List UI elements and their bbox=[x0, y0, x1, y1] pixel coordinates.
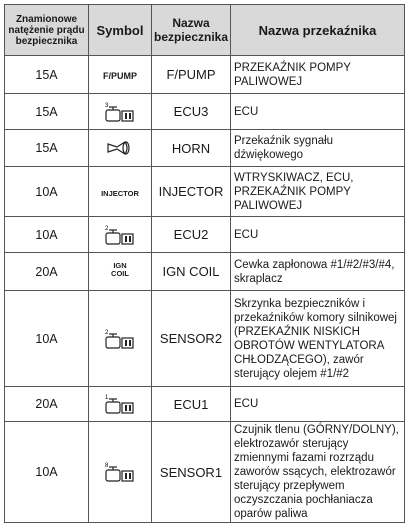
fuse-name-cell: ECU2 bbox=[152, 217, 231, 253]
rating-cell: 20A bbox=[5, 387, 89, 422]
relay-name-cell: ECU bbox=[231, 94, 405, 130]
symbol-cell bbox=[89, 253, 152, 291]
engine-number: 2 bbox=[105, 225, 109, 232]
engine-icon bbox=[103, 392, 137, 416]
fuse-name-cell: F/PUMP bbox=[152, 56, 231, 94]
rating-cell: 10A bbox=[5, 422, 89, 523]
engine-number: 1 bbox=[105, 395, 109, 401]
symbol-cell bbox=[89, 422, 152, 523]
table-row bbox=[5, 217, 405, 253]
ign-coil-symbol-line2: COIL bbox=[111, 269, 129, 278]
rating-cell: 10A bbox=[5, 217, 89, 253]
symbol-cell bbox=[89, 217, 152, 253]
symbol-cell bbox=[89, 291, 152, 387]
injector-symbol: INJECTOR bbox=[101, 188, 139, 198]
engine-number: 2 bbox=[105, 329, 109, 336]
relay-name-cell: ECU bbox=[231, 217, 405, 253]
header-rating: Znamionowe natężenie prądu bezpiecznika bbox=[5, 5, 89, 56]
table-row bbox=[5, 56, 405, 94]
relay-name-cell: ECU bbox=[231, 387, 405, 422]
rating-cell: 20A bbox=[5, 253, 89, 291]
engine-number: 8 bbox=[105, 463, 109, 469]
fuse-name-cell: INJECTOR bbox=[152, 167, 231, 217]
table-row bbox=[5, 167, 405, 217]
relay-name-cell: Skrzynka bezpieczników i przekaźników komory silnikowej (PRZEKAŹNIK NISKICH OBROTÓW WENTYLATORA CHŁODZĄCEGO), zawór sterujący olejem #1/#2 bbox=[231, 291, 405, 387]
fuse-name-cell: IGN COIL bbox=[152, 253, 231, 291]
fuse-name-cell: ECU3 bbox=[152, 94, 231, 130]
table-row bbox=[5, 422, 405, 523]
fuse-name-cell: HORN bbox=[152, 130, 231, 167]
header-relay-name: Nazwa przekaźnika bbox=[231, 5, 405, 56]
engine-icon bbox=[103, 327, 137, 351]
header-row bbox=[5, 5, 405, 56]
symbol-cell bbox=[89, 167, 152, 217]
relay-name-cell: Czujnik tlenu (GÓRNY/DOLNY), elektrozawór sterujący zmiennymi fazami rozrządu zaworów ssących, elektrozawór sterujący przepływem oczyszczania pochłaniacza oparów paliwa bbox=[231, 422, 405, 523]
relay-name-cell: Przekaźnik sygnału dźwiękowego bbox=[231, 130, 405, 167]
horn-icon bbox=[105, 138, 135, 158]
table-row bbox=[5, 94, 405, 130]
rating-cell: 15A bbox=[5, 94, 89, 130]
symbol-cell bbox=[89, 387, 152, 422]
fuse-name-cell: SENSOR2 bbox=[152, 291, 231, 387]
header-fuse-name: Nazwa bezpiecznika bbox=[152, 5, 231, 56]
engine-number: 3 bbox=[105, 102, 109, 109]
fuse-name-cell: ECU1 bbox=[152, 387, 231, 422]
relay-name-cell: WTRYSKIWACZ, ECU, PRZEKAŹNIK POMPY PALIWOWEJ bbox=[231, 167, 405, 217]
symbol-cell bbox=[89, 130, 152, 167]
fuse-table bbox=[4, 4, 405, 523]
header-symbol: Symbol bbox=[89, 5, 152, 56]
fuel-pump-symbol: F/PUMP bbox=[102, 70, 137, 81]
ign-coil-symbol-line1: IGN bbox=[113, 261, 127, 270]
symbol-cell bbox=[89, 56, 152, 94]
relay-name-cell: Cewka zapłonowa #1/#2/#3/#4, skraplacz bbox=[231, 253, 405, 291]
engine-icon bbox=[103, 460, 137, 484]
symbol-cell bbox=[89, 94, 152, 130]
rating-cell: 15A bbox=[5, 130, 89, 167]
table-row bbox=[5, 253, 405, 291]
table-row bbox=[5, 291, 405, 387]
ign-coil-symbol bbox=[111, 262, 129, 278]
fuse-name-cell: SENSOR1 bbox=[152, 422, 231, 523]
relay-name-cell: PRZEKAŹNIK POMPY PALIWOWEJ bbox=[231, 56, 405, 94]
engine-icon bbox=[103, 223, 137, 247]
rating-cell: 10A bbox=[5, 291, 89, 387]
rating-cell: 10A bbox=[5, 167, 89, 217]
engine-icon bbox=[103, 100, 137, 124]
table-row bbox=[5, 387, 405, 422]
table-row bbox=[5, 130, 405, 167]
rating-cell: 15A bbox=[5, 56, 89, 94]
